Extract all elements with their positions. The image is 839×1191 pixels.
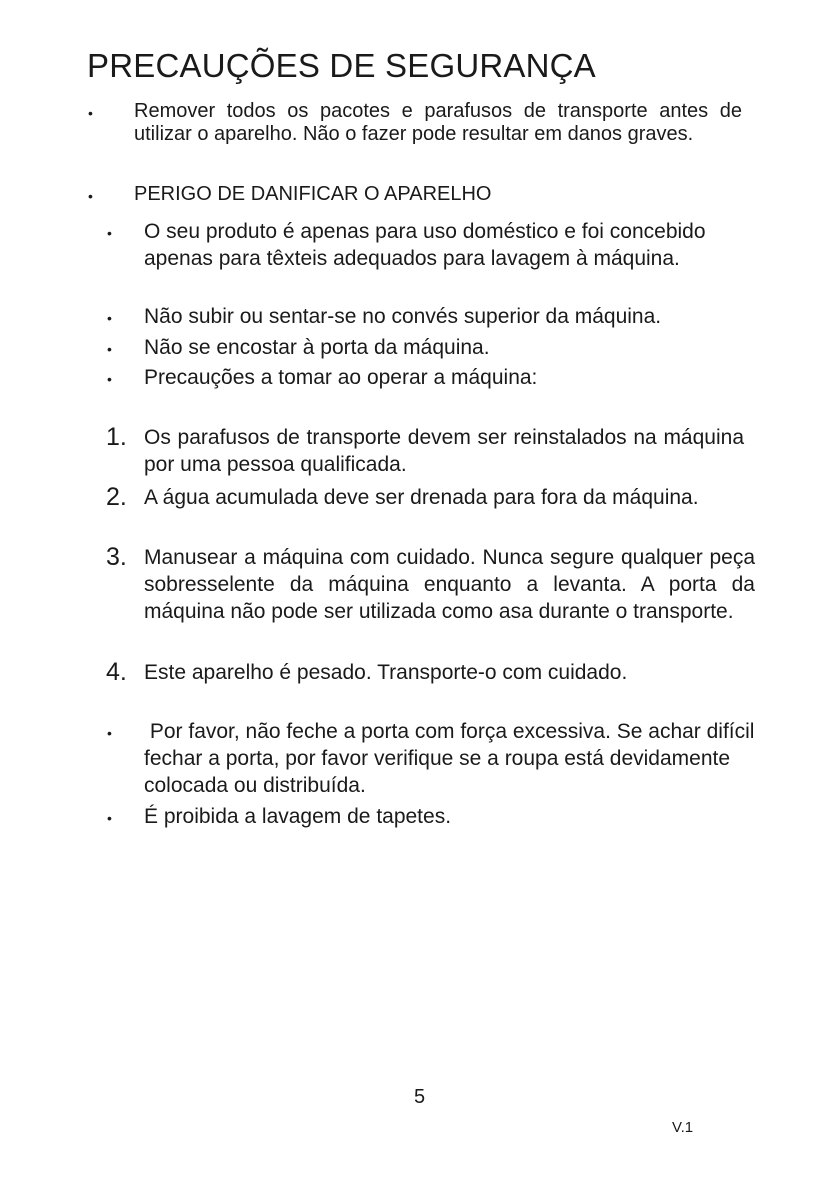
list-item-text: O seu produto é apenas para uso doméstico e foi concebido apenas para têxteis adequados para lavagem à máquina. (144, 220, 706, 270)
bullet-icon: • (107, 341, 112, 357)
bullet-icon: • (107, 310, 112, 326)
bullet-icon: • (107, 225, 112, 241)
numbered-item-text: Manusear a máquina com cuidado. Nunca segure qualquer peça sobresselente da máquina enquanto a levanta. A porta da máquina não pode ser utilizada como asa durante o transporte. (144, 546, 755, 623)
numbered-item-text: A água acumulada deve ser drenada para fora da máquina. (144, 486, 699, 509)
item-number: 3. (106, 543, 127, 571)
bullet-icon: • (107, 725, 112, 741)
numbered-item-text: Os parafusos de transporte devem ser reinstalados na máquina por uma pessoa qualificada. (144, 426, 744, 476)
item-number: 4. (106, 658, 127, 686)
item-number: 1. (106, 423, 127, 451)
bullet-icon: • (107, 810, 112, 826)
list-item-text: Não se encostar à porta da máquina. (144, 336, 490, 359)
list-item-text: Precauções a tomar ao operar a máquina: (144, 366, 538, 389)
version-label: V.1 (672, 1119, 694, 1136)
item-number: 2. (106, 483, 127, 511)
numbered-item-text: Este aparelho é pesado. Transporte-o com cuidado. (144, 661, 628, 684)
bullet-icon: • (107, 371, 112, 387)
bullet-icon: • (88, 188, 93, 204)
page-number: 5 (413, 1086, 426, 1108)
list-item-text: Por favor, não feche a porta com força excessiva. Se achar difícil fechar a porta, por favor verifique se a roupa está devidamente colocada ou distribuída. (144, 720, 761, 797)
list-item-text: Remover todos os pacotes e parafusos de transporte antes de utilizar o aparelho. Não o fazer pode resultar em danos graves. (134, 100, 742, 145)
list-item-text: Não subir ou sentar-se no convés superior da máquina. (144, 305, 662, 328)
list-item-text: É proibida a lavagem de tapetes. (144, 805, 452, 828)
page-title: PRECAUÇÕES DE SEGURANÇA (87, 47, 596, 84)
bullet-icon: • (88, 105, 93, 121)
list-item-text: PERIGO DE DANIFICAR O APARELHO (134, 183, 492, 205)
